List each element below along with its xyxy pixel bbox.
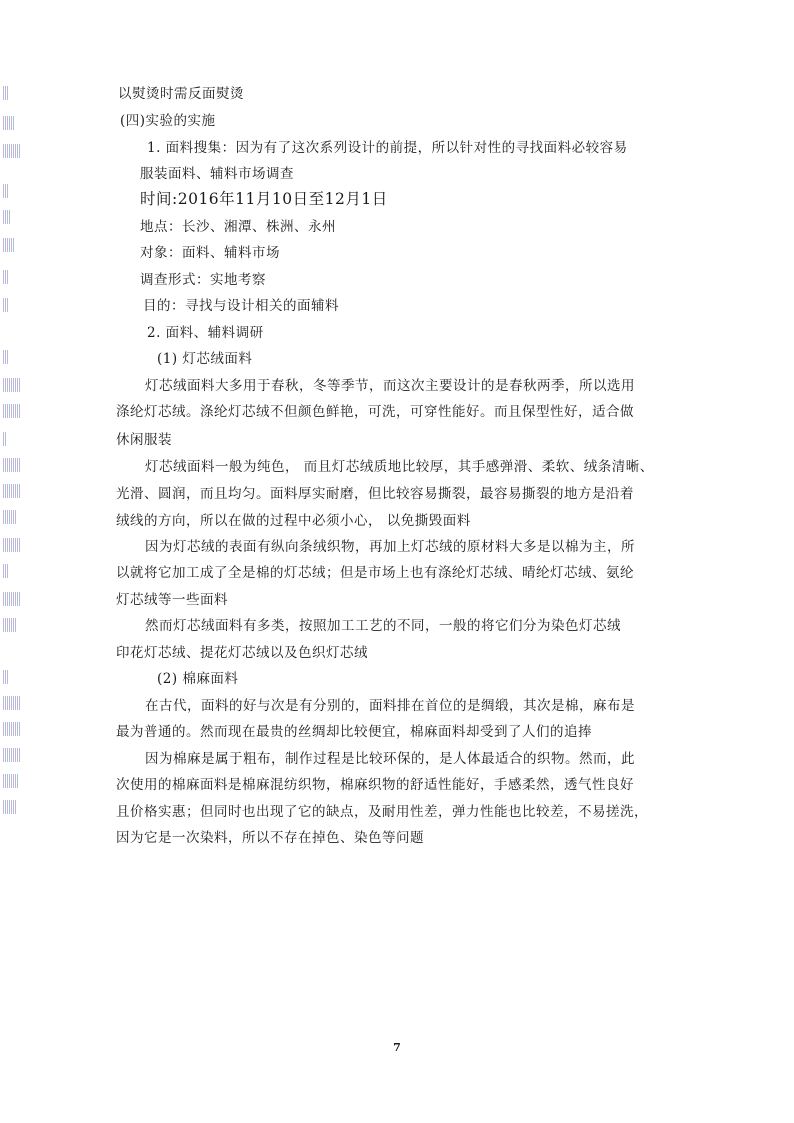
paragraph-line: 最为普通的。然而现在最贵的丝绸却比较便宜，棉麻面料却受到了人们的追捧 [116, 724, 592, 740]
text-line: 对象：面料、辅料市场 [140, 245, 280, 261]
text-line: 服装面料、辅料市场调查 [140, 166, 294, 182]
paragraph-line: 印花灯芯绒、提花灯芯绒以及色织灯芯绒 [116, 645, 368, 661]
paragraph-line: 灯芯绒面料大多用于春秋，冬等季节，而这次主要设计的是春秋两季，所以选用 [145, 378, 635, 394]
text-line: 目的：寻找与设计相关的面辅料 [143, 298, 339, 314]
paragraph-line: 因为棉麻是属于粗布，制作过程是比较环保的，是人体最适合的织物。然而，此 [145, 751, 635, 767]
paragraph-line: 然而灯芯绒面料有多类，按照加工工艺的不同，一般的将它们分为染色灯芯绒 [145, 618, 621, 634]
section-heading: (四)实验的实施 [120, 113, 216, 129]
text-line: 调查形式：实地考察 [140, 272, 266, 288]
page-number: 7 [393, 1041, 401, 1054]
paragraph-line: 次使用的棉麻面料是棉麻混纺织物，棉麻织物的舒适性能好，手感柔然，透气性良好 [116, 777, 634, 793]
paragraph-line: 灯芯绒面料一般为纯色， 而且灯芯绒质地比较厚，其手感弹滑、柔软、绒条清晰、 [145, 459, 654, 475]
numbered-item: 1. 面料搜集：因为有了这次系列设计的前提，所以针对性的寻找面料必较容易 [147, 140, 628, 156]
paragraph-line: 在古代，面料的好与次是有分别的，面料排在首位的是绸缎，其次是棉，麻布是 [145, 698, 635, 714]
paragraph-line: 因为灯芯绒的表面有纵向条绒织物，再加上灯芯绒的原材料大多是以棉为主，所 [145, 539, 635, 555]
numbered-item: 2. 面料、辅料调研 [147, 325, 264, 341]
text-line: 地点：长沙、湘潭、株洲、永州 [140, 219, 336, 235]
paragraph-line: 光滑、圆润，而且均匀。面料厚实耐磨，但比较容易撕裂，最容易撕裂的地方是沿着 [116, 486, 634, 502]
text-line: 时间:2016年11月10日至12月1日 [140, 190, 388, 208]
paragraph-line: 涤纶灯芯绒。涤纶灯芯绒不但颜色鲜艳，可洗，可穿性能好。而且保型性好，适合做 [116, 404, 634, 420]
paragraph-line: 绒线的方向，所以在做的过程中必须小心， 以免撕毁面料 [116, 513, 471, 529]
paragraph-line: 灯芯绒等一些面料 [116, 592, 228, 608]
paragraph-line: 以就将它加工成了全是棉的灯芯绒；但是市场上也有涤纶灯芯绒、晴纶灯芯绒、氨纶 [116, 565, 634, 581]
paragraph-line: 休闲服装 [116, 432, 172, 448]
subsection-heading: (1) 灯芯绒面料 [157, 351, 253, 367]
text-line: 以熨烫时需反面熨烫 [118, 86, 244, 102]
subsection-heading: (2) 棉麻面料 [157, 671, 239, 687]
paragraph-line: 因为它是一次染料，所以不存在掉色、染色等问题 [116, 830, 424, 846]
paragraph-line: 且价格实惠；但同时也出现了它的缺点，及耐用性差，弹力性能也比较差，不易搓洗， [116, 804, 648, 820]
